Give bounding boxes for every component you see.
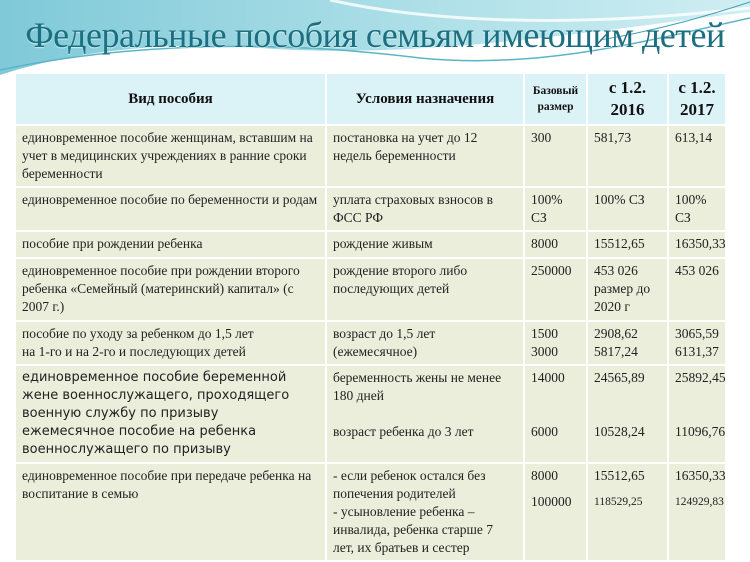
value-2017: 3065,59 [675, 326, 719, 341]
cell-base: 8000 [524, 231, 587, 258]
benefit-type-line: единовременное пособие беременной жене военнослужащего, проходящего военную службу по призыву [22, 370, 290, 421]
condition-line: - если ребенок остался без попечения родителей [333, 468, 486, 501]
cell-2017: 453 026 [668, 258, 726, 321]
cell-2016: 15512,65 [587, 231, 668, 258]
base-value: 3000 [531, 344, 558, 359]
table-header-row [15, 73, 726, 125]
cell-2016: 100% СЗ [587, 187, 668, 231]
value-2016: 2908,62 [594, 326, 638, 341]
value-2017: 6131,37 [675, 344, 719, 359]
base-value: 1500 [531, 326, 558, 341]
cell-condition: постановка на учет до 12 недель беременности [326, 125, 524, 187]
cell-base [524, 463, 587, 561]
header-benefit-type: Вид пособия [15, 73, 326, 125]
cell-benefit-type: единовременное пособие по беременности и родам [15, 187, 326, 231]
cell-2016: 581,73 [587, 125, 668, 187]
table-row [15, 231, 726, 258]
value-2016: 5817,24 [594, 344, 638, 359]
spacer [594, 405, 661, 423]
spacer [333, 405, 517, 423]
spacer [675, 387, 719, 405]
benefit-type-line: ежемесячное пособие на ребенка военнослужащего по призыву [22, 424, 257, 457]
spacer [531, 485, 580, 493]
cell-base: 250000 [524, 258, 587, 321]
condition-line: беременность жены не менее 180 дней [333, 370, 502, 403]
header-conditions: Условия назначения [326, 73, 524, 125]
cell-condition [326, 365, 524, 463]
benefit-type-line: на 1-го и на 2-го и последующих детей [22, 344, 246, 359]
cell-condition: рождение второго либо последующих детей [326, 258, 524, 321]
spacer [675, 485, 719, 493]
base-value: 6000 [531, 424, 558, 439]
base-value: 14000 [531, 370, 565, 385]
cell-benefit-type: единовременное пособие при рождении второго ребенка «Семейный (материнский) капитал» (с 2007 г.) [15, 258, 326, 321]
spacer [594, 485, 661, 493]
value-2016: 118529,25 [594, 496, 643, 508]
cell-benefit-type: единовременное пособие женщинам, вставшим на учет в медицинских учреждениях в ранние сроки беременности [15, 125, 326, 187]
header-2017: с 1.2. 2017 [668, 73, 726, 125]
benefits-table [14, 72, 727, 562]
value-2017: 25892,45 [675, 370, 726, 385]
condition-line: возраст ребенка до 3 лет [333, 424, 474, 439]
cell-2016 [587, 463, 668, 561]
table-row [15, 125, 726, 187]
cell-2017 [668, 365, 726, 463]
cell-benefit-type: единовременное пособие при передаче ребенка на воспитание в семью [15, 463, 326, 561]
table-row [15, 365, 726, 463]
cell-2017: 16350,33 [668, 231, 726, 258]
cell-base: 300 [524, 125, 587, 187]
spacer [594, 387, 661, 405]
page-title: Федеральные пособия семьям имеющим детей [25, 15, 725, 55]
value-2016: 24565,89 [594, 370, 645, 385]
cell-2017 [668, 321, 726, 365]
cell-2016: 453 026 размер до 2020 г [587, 258, 668, 321]
value-2016: 10528,24 [594, 424, 645, 439]
cell-2017 [668, 463, 726, 561]
table-row [15, 463, 726, 561]
value-2017: 124929,83 [675, 496, 724, 508]
cell-2016 [587, 321, 668, 365]
cell-base [524, 321, 587, 365]
spacer [531, 387, 580, 405]
header-base-amount: Базовый размер [524, 73, 587, 125]
cell-base: 100% СЗ [524, 187, 587, 231]
base-value: 8000 [531, 468, 558, 483]
cell-condition: рождение живым [326, 231, 524, 258]
base-value: 100000 [531, 494, 572, 509]
value-2016: 15512,65 [594, 468, 645, 483]
cell-condition: возраст до 1,5 лет (ежемесячное) [326, 321, 524, 365]
cell-benefit-type: пособие при рождении ребенка [15, 231, 326, 258]
cell-benefit-type [15, 321, 326, 365]
spacer [675, 405, 719, 423]
cell-condition: уплата страховых взносов в ФСС РФ [326, 187, 524, 231]
benefit-type-line: пособие по уходу за ребенком до 1,5 лет [22, 326, 254, 341]
spacer [531, 405, 580, 423]
cell-2016 [587, 365, 668, 463]
condition-line: - усыновление ребенка – инвалида, ребенка старше 7 лет, их братьев и сестер [333, 504, 494, 555]
value-2017: 16350,33 [675, 468, 726, 483]
cell-2017: 100% СЗ [668, 187, 726, 231]
cell-condition [326, 463, 524, 561]
cell-base [524, 365, 587, 463]
value-2017: 11096,76 [675, 424, 726, 439]
table-row [15, 258, 726, 321]
cell-2017: 613,14 [668, 125, 726, 187]
table-row [15, 187, 726, 231]
cell-benefit-type [15, 365, 326, 463]
table-row [15, 321, 726, 365]
header-2016: с 1.2. 2016 [587, 73, 668, 125]
